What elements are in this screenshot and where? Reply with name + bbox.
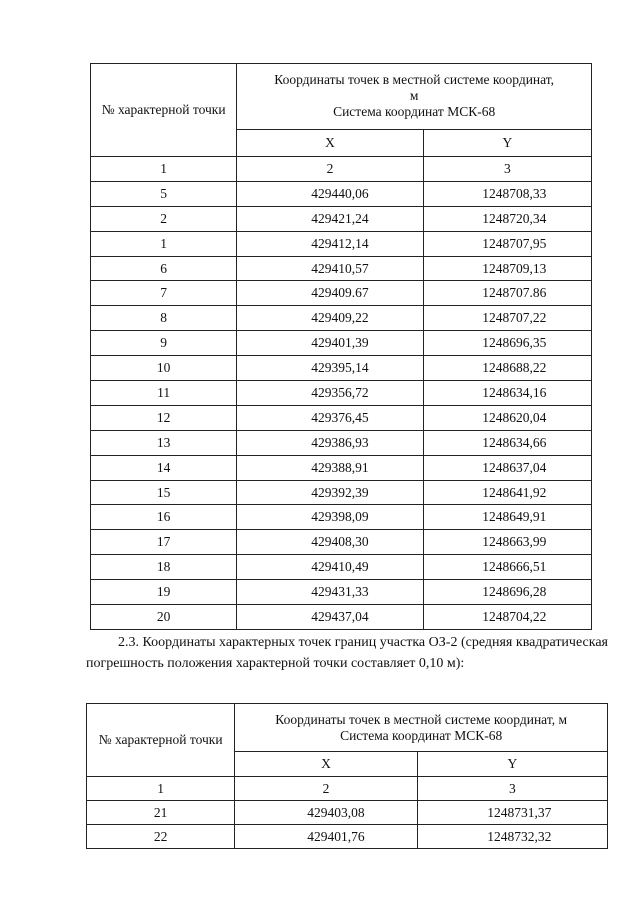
index-row <box>87 777 608 801</box>
index-cell: 3 <box>417 777 607 801</box>
y-coordinate-cell: 1248696,35 <box>423 331 591 356</box>
index-cell: 1 <box>87 777 235 801</box>
table-row <box>91 530 592 555</box>
x-coordinate-cell: 429408,30 <box>237 530 423 555</box>
table-row <box>91 306 592 331</box>
point-number-cell: 6 <box>91 256 237 281</box>
table-row <box>91 281 592 306</box>
point-number-cell: 11 <box>91 381 237 406</box>
table-row <box>91 405 592 430</box>
point-number-cell: 13 <box>91 430 237 455</box>
y-coordinate-cell: 1248634,16 <box>423 381 591 406</box>
point-number-cell: 5 <box>91 181 237 206</box>
point-number-header-text: № характерной точки <box>101 102 226 117</box>
y-coordinate-cell: 1248732,32 <box>417 825 607 849</box>
coordinates-header-line1: Координаты точек в местной системе координат, м <box>275 711 567 727</box>
x-coordinate-cell: 429409,22 <box>237 306 423 331</box>
point-number-cell: 16 <box>91 505 237 530</box>
x-coordinate-cell: 429412,14 <box>237 231 423 256</box>
y-coordinate-cell: 1248708,33 <box>423 181 591 206</box>
y-coordinate-cell: 1248731,37 <box>417 801 607 825</box>
table-row <box>91 356 592 381</box>
coordinates-table-2 <box>86 703 608 849</box>
y-coordinate-cell: 1248707,22 <box>423 306 591 331</box>
y-coordinate-cell: 1248634,66 <box>423 430 591 455</box>
x-coordinate-cell: 429410,49 <box>237 555 423 580</box>
point-number-cell: 15 <box>91 480 237 505</box>
point-number-cell: 8 <box>91 306 237 331</box>
y-coordinate-cell: 1248649,91 <box>423 505 591 530</box>
x-coordinate-cell: 429403,08 <box>235 801 417 825</box>
table-row <box>91 231 592 256</box>
x-coordinate-cell: 429356,72 <box>237 381 423 406</box>
index-cell: 2 <box>237 157 423 182</box>
point-number-cell: 20 <box>91 605 237 630</box>
y-coordinate-cell: 1248720,34 <box>423 206 591 231</box>
x-coordinate-cell: 429401,76 <box>235 825 417 849</box>
table-row <box>87 825 608 849</box>
index-cell: 3 <box>423 157 591 182</box>
table-row <box>91 181 592 206</box>
coordinates-table-1 <box>90 63 592 630</box>
coordinates-header <box>235 704 608 752</box>
y-coordinate-cell: 1248688,22 <box>423 356 591 381</box>
coordinates-header <box>237 64 592 130</box>
index-cell: 1 <box>91 157 237 182</box>
coordinates-header-line2: м <box>409 88 419 104</box>
x-coordinate-cell: 429437,04 <box>237 605 423 630</box>
table-row <box>91 206 592 231</box>
point-number-cell: 1 <box>91 231 237 256</box>
y-coordinate-cell: 1248696,28 <box>423 580 591 605</box>
x-coordinate-cell: 429395,14 <box>237 356 423 381</box>
x-coordinate-cell: 429398,09 <box>237 505 423 530</box>
y-column-header: Y <box>417 752 607 777</box>
index-cell: 2 <box>235 777 417 801</box>
point-number-cell: 10 <box>91 356 237 381</box>
x-coordinate-cell: 429410,57 <box>237 256 423 281</box>
x-coordinate-cell: 429376,45 <box>237 405 423 430</box>
point-number-cell: 21 <box>87 801 235 825</box>
point-number-header <box>87 704 235 777</box>
point-number-cell: 14 <box>91 455 237 480</box>
table-row <box>91 505 592 530</box>
y-coordinate-cell: 1248637,04 <box>423 455 591 480</box>
y-column-header: Y <box>423 129 591 156</box>
y-coordinate-cell: 1248663,99 <box>423 530 591 555</box>
point-number-header-text: № характерной точки <box>98 732 223 747</box>
table-row <box>91 430 592 455</box>
point-number-cell: 2 <box>91 206 237 231</box>
table-row <box>91 331 592 356</box>
y-coordinate-cell: 1248620,04 <box>423 405 591 430</box>
x-coordinate-cell: 429392,39 <box>237 480 423 505</box>
table-row <box>91 555 592 580</box>
y-coordinate-cell: 1248709,13 <box>423 256 591 281</box>
x-coordinate-cell: 429388,91 <box>237 455 423 480</box>
x-column-header: X <box>235 752 417 777</box>
x-coordinate-cell: 429386,93 <box>237 430 423 455</box>
x-coordinate-cell: 429409.67 <box>237 281 423 306</box>
x-coordinate-cell: 429401,39 <box>237 331 423 356</box>
coordinates-header-line2: Система координат МСК-68 <box>340 727 503 743</box>
point-number-cell: 19 <box>91 580 237 605</box>
coordinates-header-line3: Система координат МСК-68 <box>333 104 496 120</box>
x-coordinate-cell: 429421,24 <box>237 206 423 231</box>
table-row <box>91 480 592 505</box>
y-coordinate-cell: 1248641,92 <box>423 480 591 505</box>
index-row <box>91 157 592 182</box>
x-coordinate-cell: 429440,06 <box>237 181 423 206</box>
section-paragraph: 2.3. Координаты характерных точек границ участка ОЗ-2 (средняя квадратическая погрешность положения характерной точки составляет 0,10 м): <box>86 635 608 671</box>
table-row <box>91 455 592 480</box>
table-row <box>91 580 592 605</box>
y-coordinate-cell: 1248707.86 <box>423 281 591 306</box>
point-number-cell: 7 <box>91 281 237 306</box>
table-row <box>87 801 608 825</box>
table-row <box>91 605 592 630</box>
table-row <box>91 381 592 406</box>
point-number-cell: 9 <box>91 331 237 356</box>
x-column-header: X <box>237 129 423 156</box>
point-number-header <box>91 64 237 157</box>
y-coordinate-cell: 1248707,95 <box>423 231 591 256</box>
point-number-cell: 22 <box>87 825 235 849</box>
point-number-cell: 12 <box>91 405 237 430</box>
coordinates-header-line1: Координаты точек в местной системе координат, <box>274 72 555 88</box>
y-coordinate-cell: 1248704,22 <box>423 605 591 630</box>
point-number-cell: 17 <box>91 530 237 555</box>
point-number-cell: 18 <box>91 555 237 580</box>
x-coordinate-cell: 429431,33 <box>237 580 423 605</box>
table-row <box>91 256 592 281</box>
y-coordinate-cell: 1248666,51 <box>423 555 591 580</box>
